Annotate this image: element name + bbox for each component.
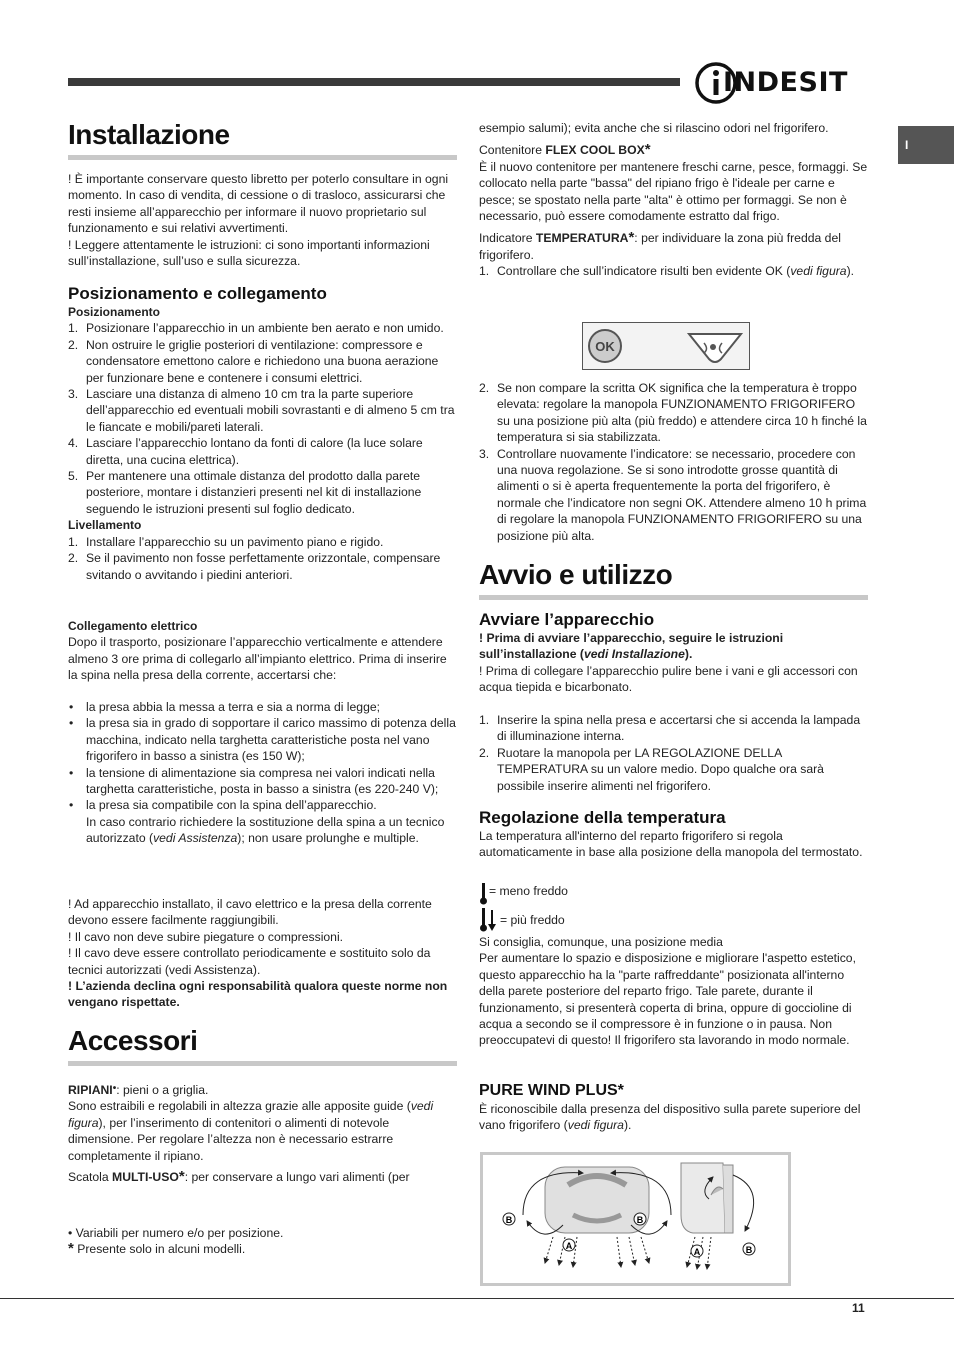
- list-item: 2. Se non compare la scritta OK significa che la temperatura è troppo elevata: regolare la manopola FUNZIONAMENTO FRIGORIFERO su una posizione più alta (più freddo) e attendere circa 10 h finché la temperatura si sia stabilizzata.: [479, 381, 867, 445]
- ripiani-line: RIPIANI•: pieni o a griglia.: [68, 1083, 209, 1097]
- advice-paragraph: Per aumentare lo spazio e disposizione e migliorare l'aspetto estetico, questo apparecchio ha la "parte raffreddante" posizionata all'interno della parete posteriore del reparto frigo. Tale parete, durante il funzionamento, si presenterà coperta di brina, oppure di goccioline di acqua a secondo se il compressore è in funzione o in pausa. Non preoccupatevi di questo! Il frigorifero sta lavorando in modo normale.: [479, 951, 856, 1048]
- collegamento-section: [68, 618, 457, 684]
- label-a-left: A: [565, 1241, 573, 1251]
- regolazione-section: [479, 808, 868, 861]
- indicatore-line: Indicatore TEMPERATURA*: per individuare la zona più fredda del frigorifero.: [479, 229, 841, 262]
- posizionamento-list: [68, 320, 457, 517]
- accessori-continued: [479, 120, 868, 280]
- regolazione-title: Regolazione della temperatura: [479, 808, 726, 827]
- list-item: 2. Ruotare la manopola per LA REGOLAZIONE DELLA TEMPERATURA su un valore medio. Dopo qualche ora sarà possibile inserire alimenti nel frigorifero.: [479, 745, 824, 793]
- flex-cool-box-text: È il nuovo contenitore per mantenere freschi carne, pesce, formaggi. Se collocato nella parte "bassa" del ripiano frigo è l'ideale per carne e pesce; se spostato nella parte "alta" è ottimo per formaggi. Se non è necessario, può essere comodamente estratto dal frigo.: [479, 159, 868, 224]
- collegamento-intro: Dopo il trasporto, posizionare l’apparecchio verticalmente e attendere almeno 3 ore prima di collegarlo all’impianto elettrico. Prima di inserire la spina nella presa della corrente, accertarsi che:: [68, 635, 447, 683]
- airflow-diagram-icon: [483, 1155, 788, 1283]
- pure-wind-title: PURE WIND PLUS*: [479, 1082, 624, 1099]
- label-b-side: B: [745, 1245, 753, 1255]
- footer-divider: [0, 1298, 954, 1299]
- advice-block: [479, 934, 868, 1049]
- warning-1: ! Ad apparecchio installato, il cavo elettrico e la presa della corrente devono essere facilmente raggiungibili.: [68, 897, 432, 928]
- warning-3: ! Il cavo deve essere controllato periodicamente e sostituito solo da tecnici autorizzati (vedi Assistenza).: [68, 946, 431, 977]
- pure-wind-text: È riconoscibile dalla presenza del dispositivo sulla parete superiore del vano frigorifero (vedi figura).: [479, 1102, 861, 1133]
- label-b-right: B: [636, 1215, 644, 1225]
- avviare-steps: [479, 712, 868, 794]
- header-bar: [68, 78, 680, 86]
- avviare-title: Avviare l’apparecchio: [479, 610, 655, 629]
- regolazione-text: La temperatura all'interno del reparto frigorifero si regola automaticamente in base alla posizione della manopola del termostato.: [479, 829, 863, 860]
- continued-text: esempio salumi); evita anche che si rilascino odori nel frigorifero.: [479, 121, 829, 135]
- page-number: 11: [852, 1301, 865, 1315]
- list-item: 5. Per mantenere una ottimale distanza del prodotto dalla parete posteriore, montare i distanzieri presenti nel kit di installazione seguendo le istruzioni presenti sul foglio dedicato.: [68, 469, 422, 516]
- more-cold-label: = più freddo: [500, 913, 565, 927]
- list-item: 3. Lasciare una distanza di almeno 10 cm tra la parte superiore dell’apparecchio ed eventuali mobili sovrastanti e di almeno 5 cm tra le fiancate e mobili/pareti laterali.: [68, 387, 455, 434]
- thermometer-cold-icon: [479, 908, 499, 934]
- installazione-title: Installazione: [68, 118, 457, 160]
- footnote-1: • Variabili per numero e/o per posizione.: [68, 1226, 284, 1240]
- intro-paragraph-2: ! Leggere attentamente le istruzioni: ci sono importanti informazioni sull’installazione, sull’uso e sulla sicurezza.: [68, 237, 430, 269]
- indicatore-steps: [479, 380, 868, 544]
- avviare-list: [479, 712, 868, 794]
- posizionamento-section: [68, 284, 457, 583]
- livellamento-list: [68, 534, 457, 583]
- list-item: 1. Installare l’apparecchio su un pavimento piano e rigido.: [68, 534, 384, 549]
- advice-line: Si consiglia, comunque, una posizione media: [479, 935, 723, 949]
- posizionamento-title: Posizionamento e collegamento: [68, 284, 327, 303]
- intro-paragraph-1: ! È importante conservare questo libretto per poterlo consultare in ogni momento. In caso di vendita, di cessione o di trasloco, assicurarsi che resti insieme all’apparecchio per informare il nuovo proprietario sul funzionamento e sui relativi avvertimenti.: [68, 172, 449, 236]
- less-cold-row: [479, 882, 868, 904]
- label-b-left: B: [505, 1215, 513, 1225]
- collegamento-subtitle: Collegamento elettrico: [68, 619, 198, 633]
- livellamento-subtitle: Livellamento: [68, 518, 142, 533]
- avviare-warning-2: ! Prima di collegare l’apparecchio pulire bene i vani e gli accessori con acqua tiepida e bicarbonato.: [479, 663, 858, 695]
- brand-logo-text: INDESIT: [723, 67, 848, 98]
- more-cold-row: [479, 908, 868, 934]
- thermometer-icon: [479, 883, 489, 905]
- posizionamento-subtitle: Posizionamento: [68, 305, 161, 319]
- list-item: • la tensione di alimentazione sia compresa nei valori indicati nella targhetta caratteristiche, posta in basso a sinistra (es 220-240 V);: [68, 765, 457, 798]
- bullet-list: [68, 699, 457, 847]
- list-item: 4. Lasciare l’apparecchio lontano da fonti di calore (la luce solare diretta, una cucina elettrica).: [68, 436, 423, 467]
- accessori-title: Accessori: [68, 1024, 457, 1066]
- warning-4: ! L’azienda declina ogni responsabilità qualora queste norme non vengano rispettate.: [68, 979, 448, 1010]
- scatola-line: Scatola MULTI-USO*: per conservare a lungo vari alimenti (per: [68, 1168, 410, 1186]
- list-item: • la presa abbia la messa a terra e sia a norma di legge;: [68, 699, 457, 715]
- pure-wind-section: [479, 1081, 868, 1134]
- list-item: 1. Inserire la spina nella presa e accertarsi che si accenda la lampada di illuminazione interna.: [479, 713, 861, 744]
- avvio-title: Avvio e utilizzo: [479, 558, 868, 600]
- avviare-section: [479, 610, 868, 696]
- list-item: • la presa sia compatibile con la spina dell’apparecchio. In caso contrario richiedere la sostituzione della spina a un tecnico autorizzato (vedi Assistenza); non usare prolunghe e multiple.: [68, 797, 457, 846]
- less-cold-label: = meno freddo: [489, 884, 568, 898]
- list-item: 3. Controllare nuovamente l’indicatore: se necessario, procedere con una nuova regolazione. Se si sono introdotte grosse quantità di alimenti o si è aperta frequentemente la porta del frigorifero, è normale che l’indicatore non segni OK. Attendere almeno 10 h prima di regolare la manopola FUNZIONAMENTO FRIGORIFERO su una posizione più alta.: [479, 446, 867, 543]
- warnings: [68, 896, 457, 1011]
- pure-wind-figure: [480, 1152, 791, 1286]
- language-tab: I: [898, 126, 954, 164]
- installazione-intro: [68, 171, 457, 269]
- flex-cool-box-line: Contenitore FLEX COOL BOX*: [479, 141, 651, 159]
- avviare-warning-1: ! Prima di avviare l’apparecchio, seguire le istruzioni sull’installazione (vedi Installazione).: [479, 631, 784, 662]
- footnote-2: * Presente solo in alcuni modelli.: [68, 1240, 246, 1258]
- indicatore-list-1: [479, 263, 868, 279]
- collegamento-bullets: [68, 699, 457, 847]
- ripiani-description: Sono estraibili e regolabili in altezza grazie alle apposite guide (vedi figura), per l’inserimento di contenitori o alimenti di notevole dimensione. Per regolare l’altezza non è necessario estrarre completamente il ripiano.: [68, 1099, 434, 1163]
- list-item: 2. Non ostruire le griglie posteriori di ventilazione: compressore e condensatore emettono calore e richiedono una buona aerazione per funzionare bene e contenere i consumi elettrici.: [68, 337, 439, 385]
- ok-indicator-figure: [582, 322, 750, 370]
- indicatore-list-2: [479, 380, 868, 544]
- ok-label: OK: [595, 339, 615, 354]
- accessori-body: [68, 1081, 457, 1185]
- avvio-section: [479, 558, 868, 600]
- list-item: 2. Se il pavimento non fosse perfettamente orizzontale, compensare svitando o avvitando i piedini anteriori.: [68, 551, 441, 582]
- installazione-section: [68, 118, 457, 160]
- accessori-section: [68, 1024, 457, 1066]
- label-a-right: A: [693, 1247, 701, 1257]
- warning-2: ! Il cavo non deve subire piegature o compressioni.: [68, 929, 344, 944]
- list-item: 1. Posizionare l’apparecchio in un ambiente ben aerato e non umido.: [68, 321, 444, 336]
- footnotes: [68, 1225, 457, 1258]
- list-item: 1. Controllare che sull’indicatore risulti ben evidente OK (vedi figura).: [479, 264, 855, 279]
- list-item: • la presa sia in grado di sopportare il carico massimo di potenza della macchina, indicato nella targhetta caratteristiche posta nel vano frigorifero in basso a sinistra (es 150 W);: [68, 715, 457, 764]
